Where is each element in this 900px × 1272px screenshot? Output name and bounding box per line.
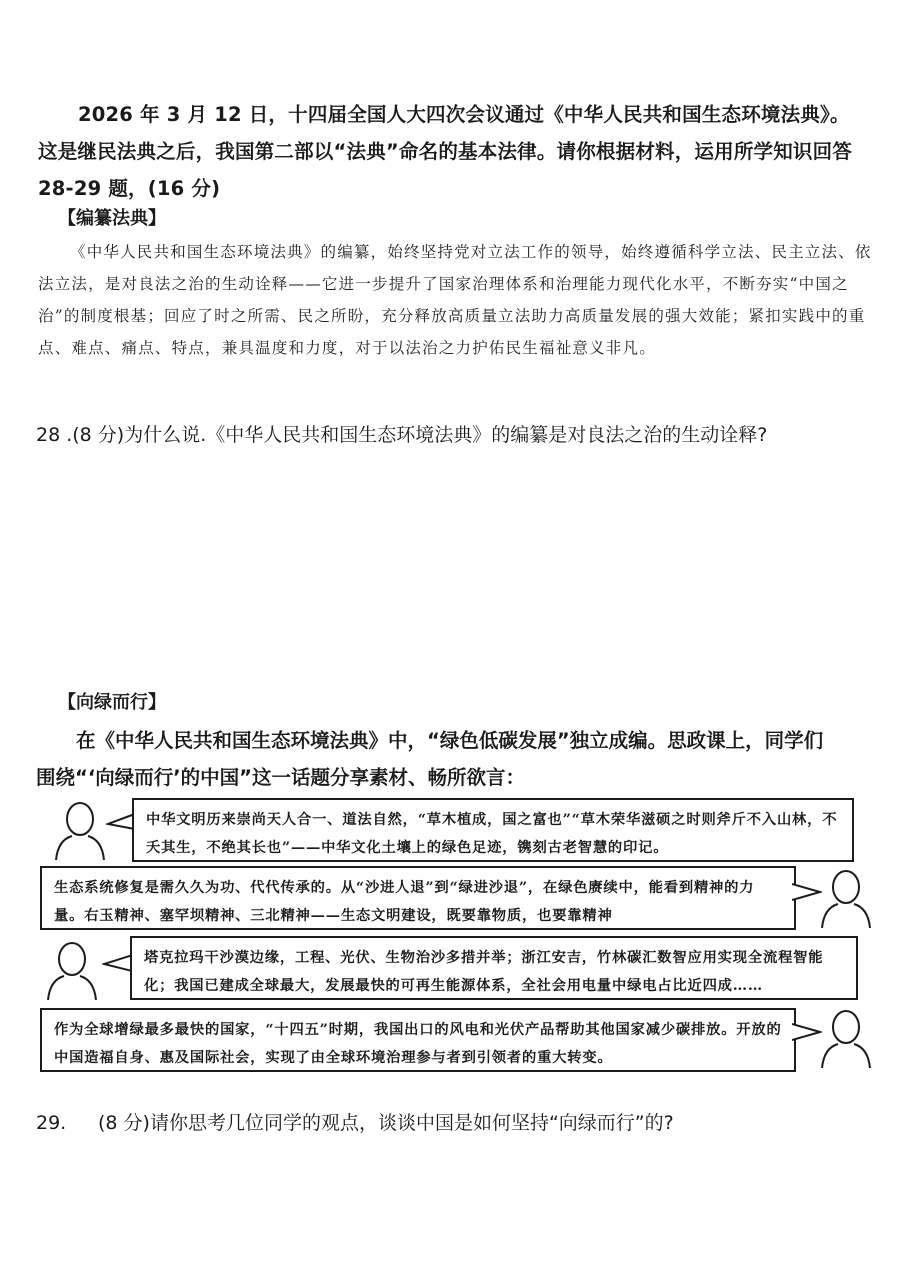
intro-line-2: 这是继民法典之后，我国第二部以“法典”命名的基本法律。请你根据材料，运用所学知识回答 [38, 140, 853, 163]
speech-bubble-1 [132, 798, 854, 862]
speech-bubble-2 [40, 866, 796, 930]
student-avatar-2-icon [818, 868, 874, 930]
speech-bubble-3-text: 塔克拉玛干沙漠边缘，工程、光伏、生物治沙多措并举；浙江安吉，竹林碳汇数智应用实现全流程智能化；我国已建成全球最大，发展最快的可再生能源体系，全社会用电量中绿电占比近四成…… [144, 950, 824, 994]
green-intro-line-1: 在《中华人民共和国生态环境法典》中，“绿色低碳发展”独立成编。思政课上，同学们 [76, 729, 824, 752]
question-28: 28 .(8 分)为什么说.《中华人民共和国生态环境法典》的编纂是对良法之治的生动诠释? [36, 424, 768, 446]
speech-bubble-2-text: 生态系统修复是需久久为功、代代传承的。从“沙进人退”到“绿进沙退”，在绿色赓续中，能看到精神的力量。右玉精神、塞罕坝精神、三北精神——生态文明建设，既要靠物质，也要靠精神 [54, 880, 755, 924]
student-avatar-3-icon [44, 940, 100, 1002]
intro-line-3: 28-29 题，(16 分) [38, 177, 221, 200]
student-avatar-1-icon [52, 800, 108, 862]
intro-line-1: 2026 年 3 月 12 日，十四届全国人大四次会议通过《中华人民共和国生态环境法典》。 [78, 103, 850, 126]
speech-bubble-4 [40, 1008, 796, 1072]
speech-bubble-1-text: 中华文明历来崇尚天人合一、道法自然，“草木植成，国之富也”“草木荣华滋硕之时则斧斤不入山林，不夭其生，不绝其长也”——中华文化土壤上的绿色足迹，镌刻古老智慧的印记。 [146, 812, 838, 856]
green-intro-line-2: 围绕“‘向绿而行’的中国”这一话题分享素材、畅所欲言： [36, 766, 525, 789]
section-heading-green: 【向绿而行】 [58, 692, 166, 713]
question-29-number: 29. [36, 1112, 67, 1134]
student-avatar-4-icon [818, 1008, 874, 1070]
section-heading-codify: 【编纂法典】 [58, 208, 166, 229]
intro-paragraph [38, 96, 868, 207]
question-29 [36, 1108, 876, 1138]
speech-bubble-3 [130, 936, 858, 1000]
green-intro-paragraph [36, 722, 871, 796]
question-29-text: (8 分)请你思考几位同学的观点，谈谈中国是如何坚持“向绿而行”的? [98, 1112, 674, 1134]
speech-bubble-4-text: 作为全球增绿最多最快的国家，“十四五”时期，我国出口的风电和光伏产品帮助其他国家减少碳排放。开放的中国造福自身、惠及国际社会，实现了由全球环境治理参与者到引领者的重大转变。 [54, 1022, 782, 1066]
material-codify-text: 《中华人民共和国生态环境法典》的编纂，始终坚持党对立法工作的领导，始终遵循科学立法、民主立法、依法立法，是对良法之治的生动诠释——它进一步提升了国家治理体系和治理能力现代化水平，不断夯实“中国之治”的制度根基；回应了时之所需、民之所盼，充分释放高质量立法助力高质量发展的强大效能；紧扣实践中的重点、难点、痛点、特点，兼具温度和力度，对于以法治之力护佑民生福祉意义非凡。 [38, 243, 872, 357]
